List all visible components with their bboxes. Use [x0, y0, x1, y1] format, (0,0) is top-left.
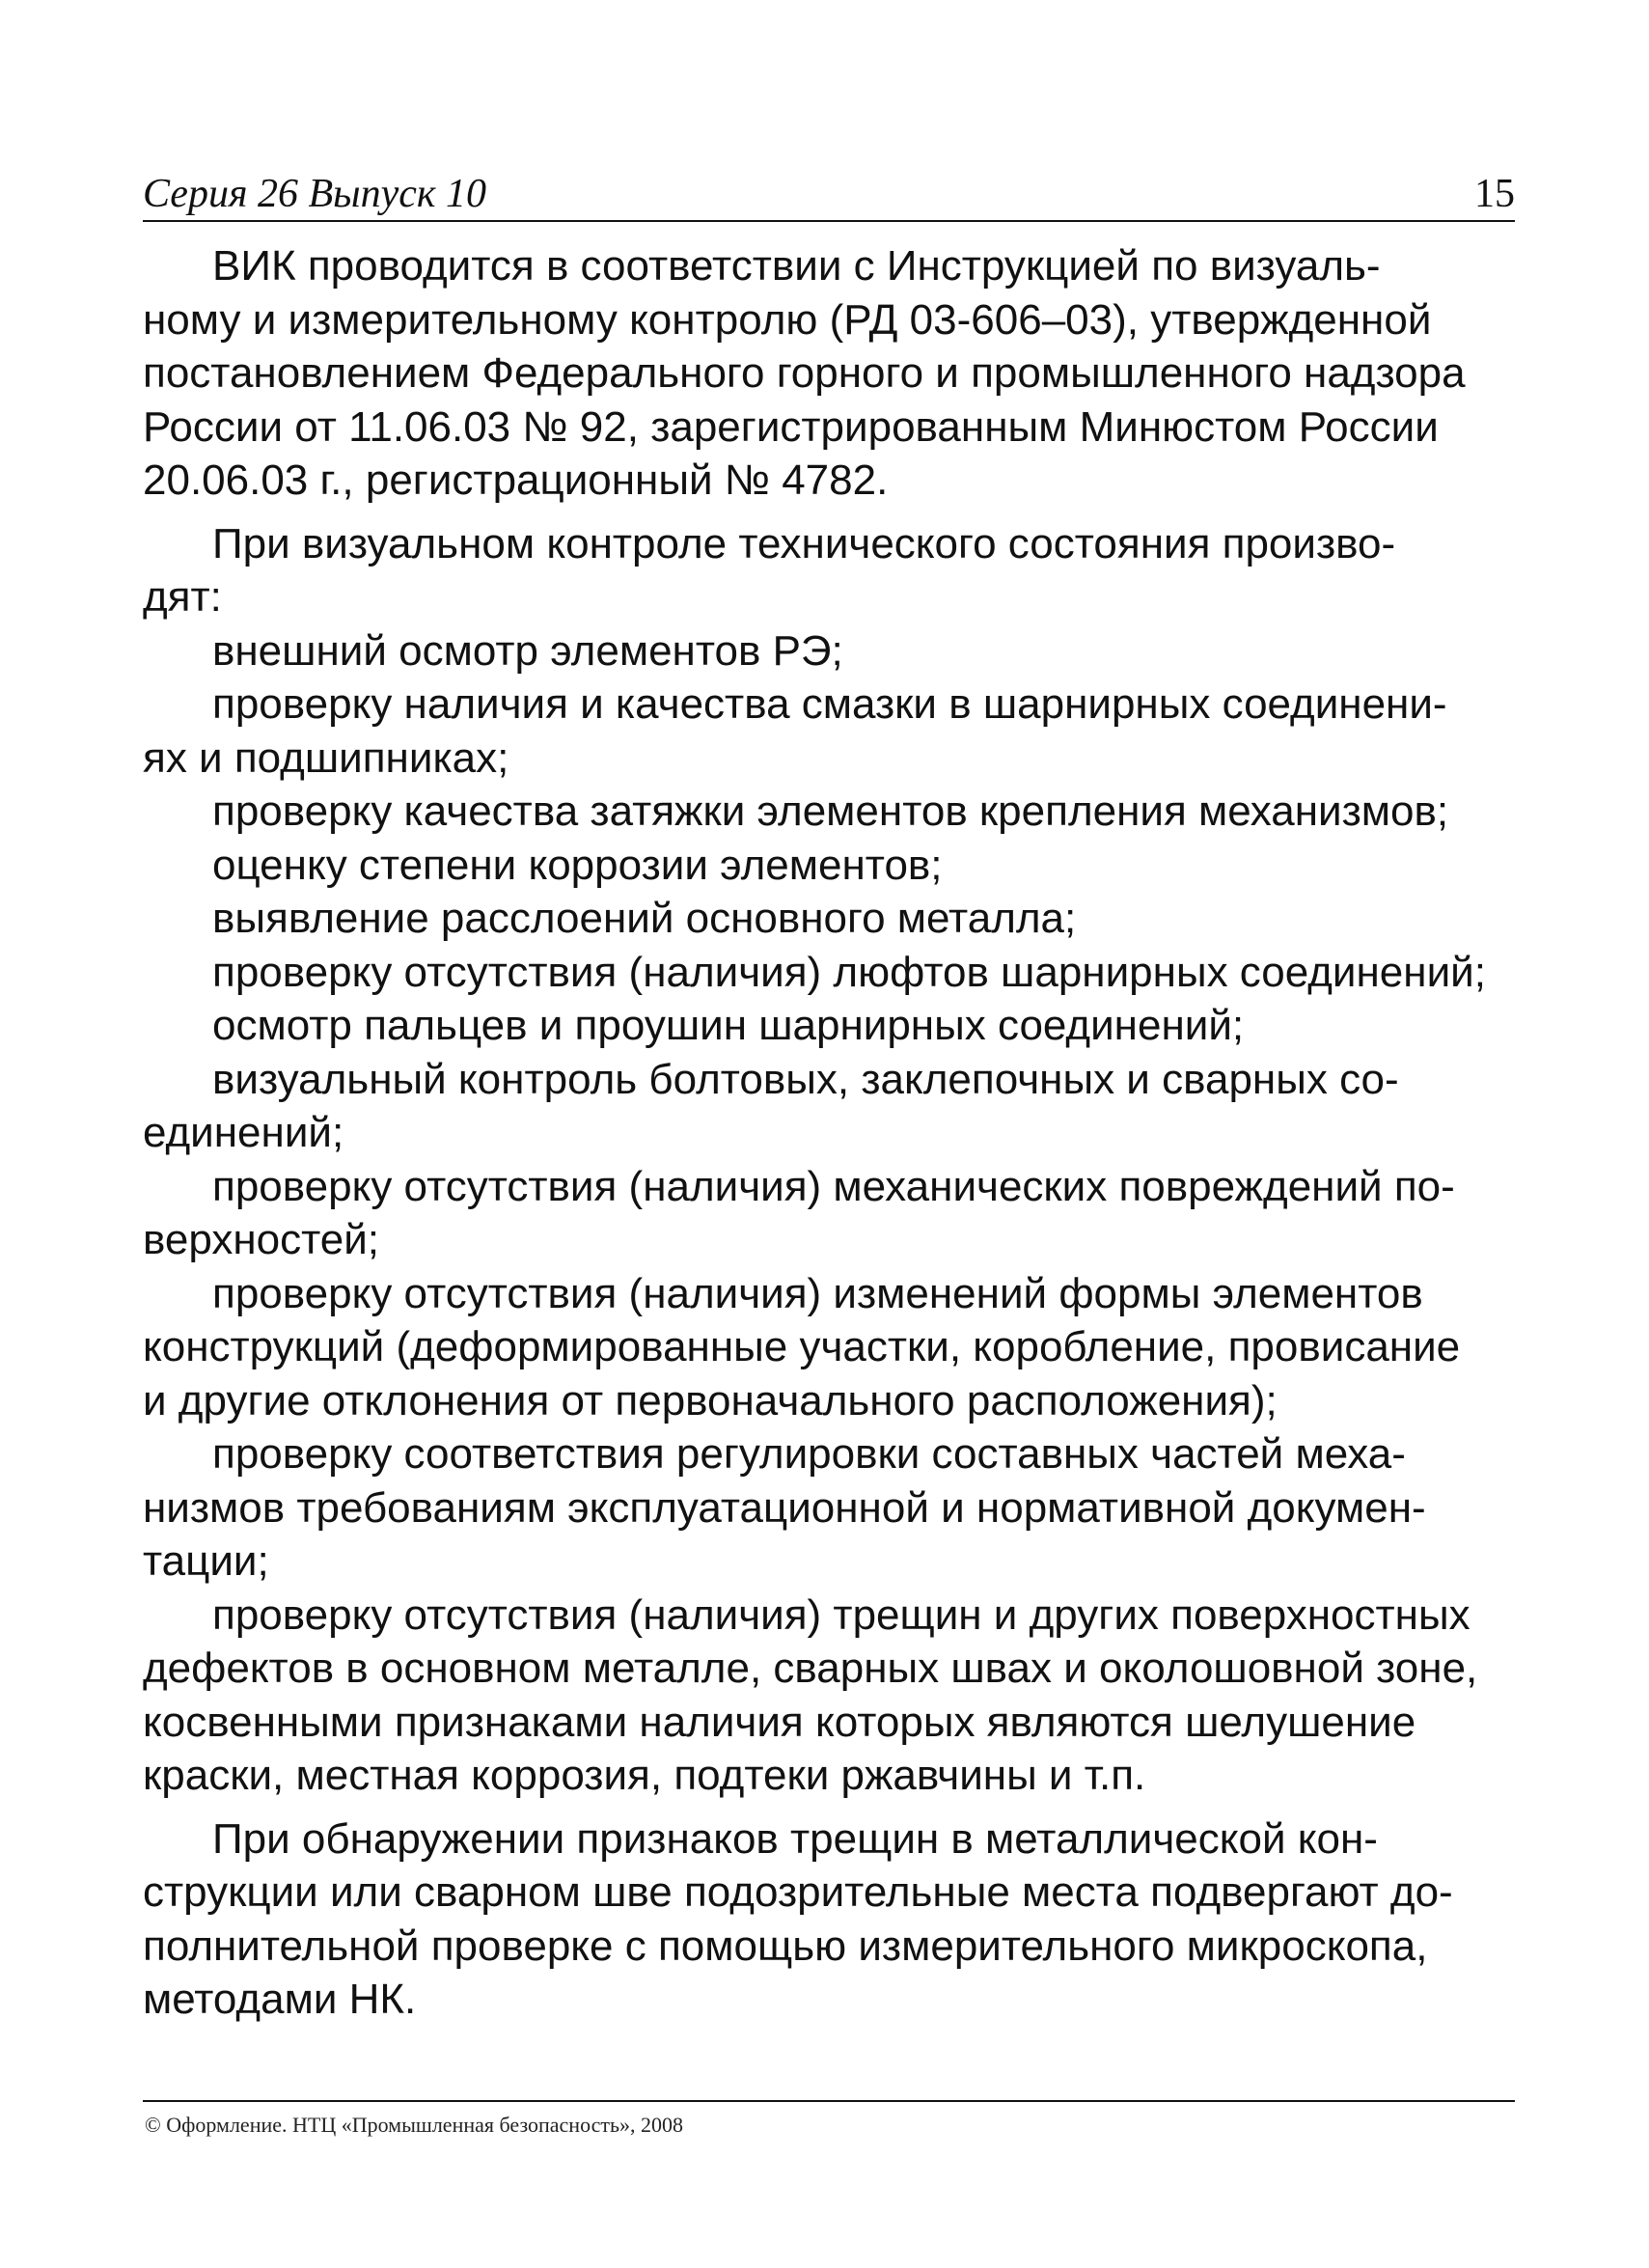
list-item: оценку степени коррозии элементов; [212, 841, 943, 889]
list-item: проверку отсутствия (наличия) люфтов шарнирных соединений; [212, 948, 1486, 996]
paragraph-crack-detection: При обнаружении признаков трещин в металлической кон- струкции или сварном шве подозрительные места подвергают до- полнительной проверке с помощью измерительного микроскопа, методами НК. [143, 1814, 1453, 2023]
list-item: визуальный контроль болтовых, заклепочных и сварных со- единений; [143, 1055, 1399, 1156]
footer-copyright: © Оформление. НТЦ «Промышленная безопасность», 2008 [145, 2113, 684, 2137]
paragraph-visual-control-intro: При визуальном контроле технического состояния произво- дят: [143, 519, 1396, 621]
list-item: проверку отсутствия (наличия) трещин и других поверхностных дефектов в основном металле, сварных швах и околошовной зоне, косвенными признаками наличия которых являются шелушение краски, местная коррозия, подтеки ржавчины и т.п. [143, 1590, 1478, 1799]
list-item: проверку качества затяжки элементов крепления механизмов; [212, 788, 1449, 835]
running-header [143, 170, 1515, 222]
paragraph-vik-instruction: ВИК проводится в соответствии с Инструкцией по визуаль- ному и измерительному контролю (РД 03-606–03), утвержденной постановлением Федерального горного и промышленного надзора России от 11.06.03 № 92, зарегистрированным Минюстом России 20.06.03 г., регистрационный № 4782. [143, 242, 1466, 504]
footer-divider [143, 2100, 1515, 2102]
list-item: выявление расслоений основного металла; [212, 895, 1077, 942]
list-item: осмотр пальцев и проушин шарнирных соединений; [212, 1002, 1245, 1049]
list-item: проверку наличия и качества смазки в шарнирных соединени- ях и подшипниках; [143, 680, 1447, 782]
list-item: внешний осмотр элементов РЭ; [212, 626, 843, 675]
list-item: проверку отсутствия (наличия) механических повреждений по- верхностей; [143, 1162, 1455, 1263]
list-item: проверку соответствия регулировки составных частей меха- низмов требованиям эксплуатационной и нормативной докумен- тации; [143, 1430, 1426, 1585]
body-text [143, 239, 1515, 2027]
page-number: 15 [1474, 172, 1515, 216]
list-item: проверку отсутствия (наличия) изменений формы элементов конструкций (деформированные участки, коробление, провисание и другие отклонения от первоначального расположения); [143, 1269, 1461, 1424]
series-issue-title: Серия 26 Выпуск 10 [143, 172, 486, 216]
